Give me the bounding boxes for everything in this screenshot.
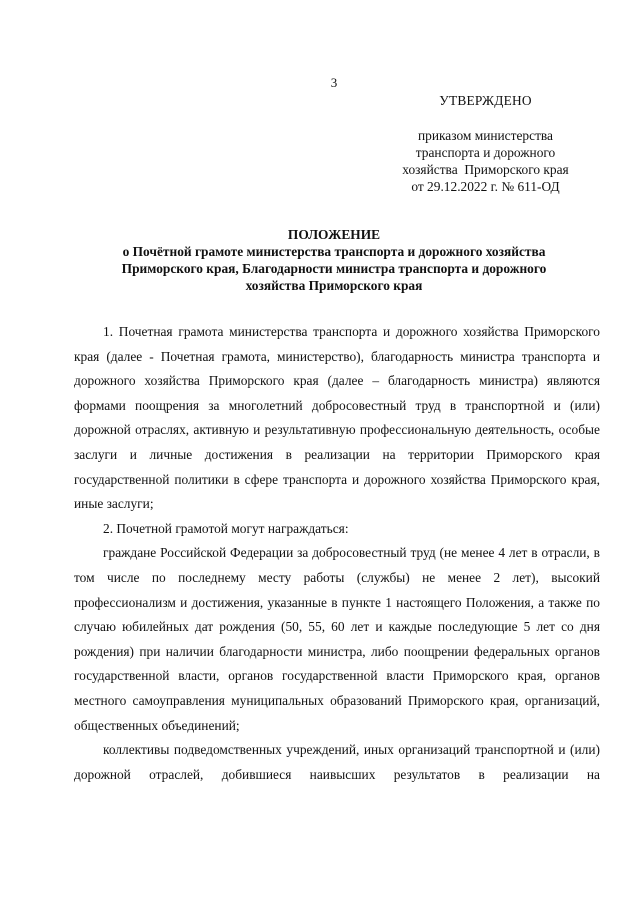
page-number: 3 [330,75,338,90]
approval-order-number: от 29.12.2022 г. № 611-ОД [411,179,560,194]
approval-line: транспорта и дорожного [415,145,556,160]
title-line: Приморского края, Благодарности министра транспорта и дорожного [121,261,547,276]
title-line: о Почётной грамоте министерства транспорта и дорожного хозяйства [122,244,546,259]
paragraph-1: 1. Почетная грамота министерства транспорта и дорожного хозяйства Приморского края (далее - Почетная грамота, министерство), благодарность министра транспорта и дорожного хозяйства Приморского края (далее – благодарность министра) являются формами поощрения за многолетний добросовестный труд в транспортной и (или) дорожной отраслях, активную и результативную профессиональную деятельность, особые заслуги и личные достижения в реализации на территории Приморского края государственной политики в сфере транспорта и дорожного хозяйства Приморского края, иные заслуги; [74,324,600,512]
document-title [68,226,600,294]
document-body [74,320,600,787]
paragraph-collectives: коллективы подведомственных учреждений, иных организаций транспортной и (или) дорожной отраслей, добившиеся наивысших результатов в реализации на [74,742,600,782]
paragraph-citizens: граждане Российской Федерации за добросовестный труд (не менее 4 лет в отрасли, в том числе по последнему месту работы (службы) не менее 2 лет), высокий профессионализм и достижения, указанные в пункте 1 настоящего Положения, а также по случаю юбилейных дат рождения (50, 55, 60 лет и каждые последующие 5 лет со дня рождения) при наличии благодарности министра, либо поощрении федеральных органов государственной власти, органов государственной власти Приморского края, органов местного самоуправления муниципальных образований Приморского края, организаций, общественных объединений; [74,545,600,733]
paragraph-2: 2. Почетной грамотой могут награждаться: [103,520,349,536]
approved-label: УТВЕРЖДЕНО [439,93,532,108]
approval-line: хозяйства Приморского края [402,162,569,177]
title-line: хозяйства Приморского края [245,278,423,293]
title-heading: ПОЛОЖЕНИЕ [287,227,381,242]
approval-line: приказом министерства [417,128,554,143]
approval-stamp [368,92,603,195]
